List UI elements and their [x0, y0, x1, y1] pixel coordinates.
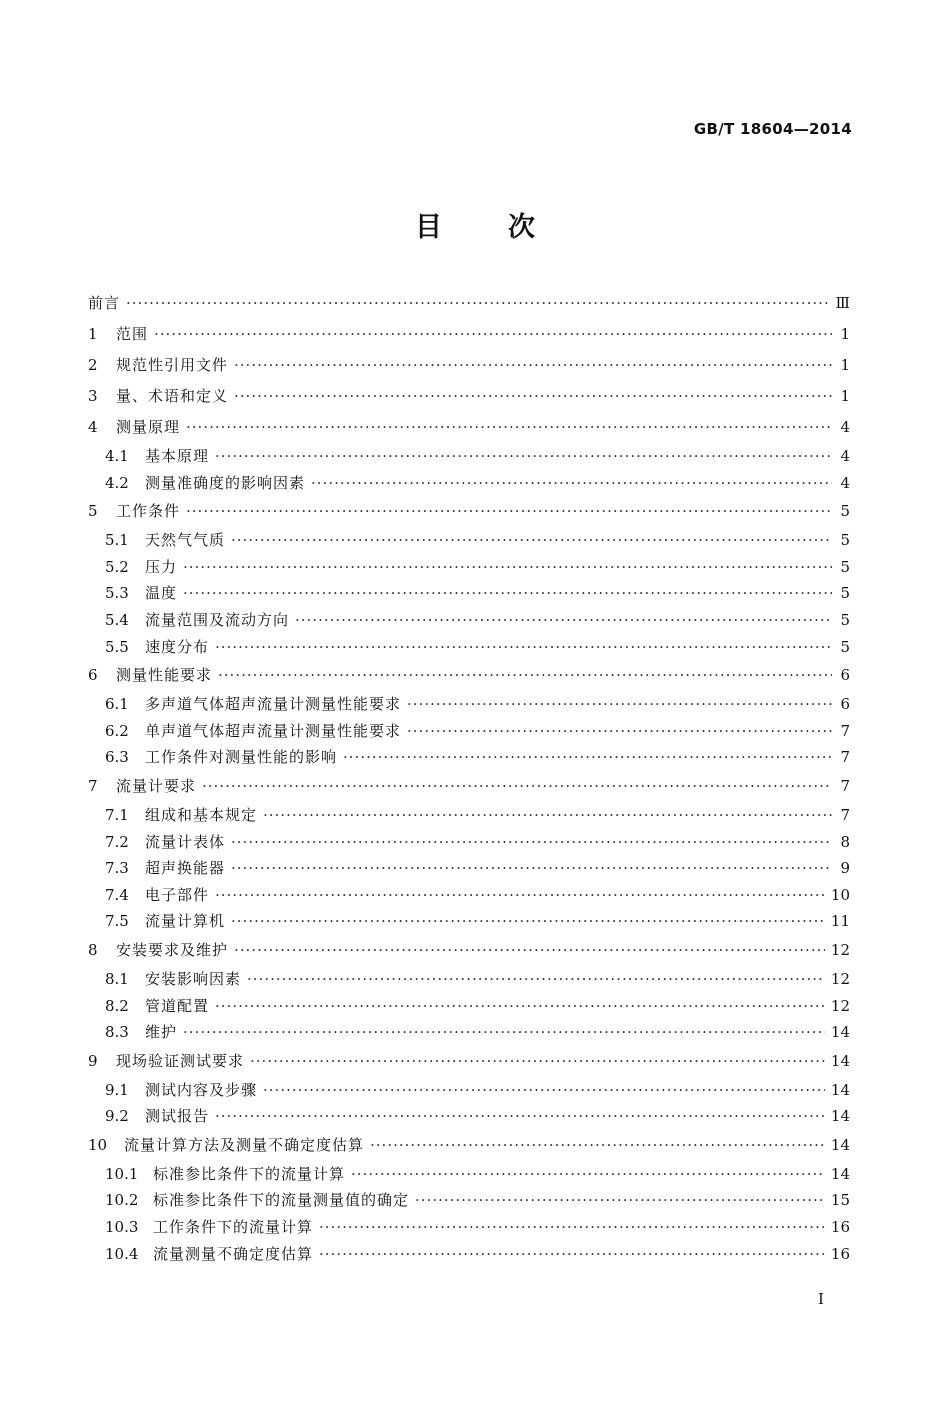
toc-entry-number: 1: [88, 325, 98, 343]
toc-leader-dots: [250, 1046, 825, 1077]
toc-entry-page: 6: [840, 666, 850, 685]
toc-leader-dots: [263, 802, 832, 829]
toc-leader-dots: [319, 1241, 825, 1268]
toc-entry-page: 11: [830, 912, 850, 931]
toc-entry[interactable]: [88, 443, 850, 470]
toc-entry-page: 1: [840, 387, 850, 405]
toc-entry-label: 前言: [88, 294, 121, 312]
toc-entry-page: 7: [840, 805, 850, 824]
standard-code: GB/T 18604—2014: [693, 120, 852, 138]
toc-leader-dots: [407, 718, 832, 745]
toc-entry-label: 温度: [145, 584, 178, 603]
toc-entry-page: 5: [840, 502, 850, 521]
toc-entry-label: 维护: [145, 1023, 178, 1042]
toc-entry[interactable]: [88, 1019, 850, 1046]
toc-entry-label: 安装影响因素: [145, 969, 242, 988]
toc-entry-label: 范围: [116, 325, 149, 343]
toc-leader-dots: [247, 966, 825, 993]
toc-entry-number: 7.1: [105, 805, 129, 824]
toc-entry-page: 14: [830, 1051, 850, 1070]
toc-entry-number: 5.5: [105, 637, 129, 656]
toc-entry-label: 测量性能要求: [116, 666, 213, 685]
toc-entry-number: 9: [88, 1051, 98, 1070]
toc-entry-label: 速度分布: [145, 637, 210, 656]
toc-leader-dots: [234, 350, 832, 381]
toc-entry-label: 工作条件对测量性能的影响: [145, 748, 338, 767]
toc-entry-number: 10.3: [105, 1218, 139, 1237]
toc-leader-dots: [231, 527, 832, 554]
toc-entry-label: 流量计算方法及测量不确定度估算: [124, 1135, 365, 1154]
toc-entry-label: 工作条件: [116, 502, 181, 521]
toc-leader-dots: [231, 908, 825, 935]
toc-entry-number: 7.4: [105, 885, 129, 904]
toc-entry-page: 8: [840, 832, 850, 851]
toc-entry[interactable]: [88, 412, 850, 443]
table-of-contents: [88, 288, 850, 1267]
toc-entry-page: 14: [830, 1023, 850, 1042]
toc-entry-label: 标准参比条件下的流量计算: [153, 1164, 346, 1183]
toc-entry-number: 5.2: [105, 557, 129, 576]
toc-entry-number: 4.1: [105, 447, 129, 465]
toc-entry-number: 10.4: [105, 1244, 139, 1263]
toc-entry-number: 9.2: [105, 1107, 129, 1126]
toc-entry-number: 6: [88, 666, 98, 685]
toc-entry-label: 压力: [145, 557, 178, 576]
toc-leader-dots: [215, 882, 825, 909]
toc-entry[interactable]: [88, 1241, 850, 1268]
toc-entry-label: 流量计表体: [145, 832, 226, 851]
toc-leader-dots: [183, 580, 832, 607]
toc-entry-page: 12: [830, 996, 850, 1015]
toc-entry-page: 5: [840, 531, 850, 550]
toc-entry-page: 5: [840, 584, 850, 603]
toc-leader-dots: [415, 1187, 825, 1214]
toc-entry-page: 10: [830, 885, 850, 904]
toc-entry-label: 多声道气体超声流量计测量性能要求: [145, 695, 402, 714]
title-char-1: 目: [415, 212, 442, 243]
toc-entry[interactable]: [88, 691, 850, 718]
toc-leader-dots: [231, 855, 832, 882]
toc-leader-dots: [183, 1019, 825, 1046]
toc-entry[interactable]: [88, 319, 850, 350]
toc-entry[interactable]: [88, 744, 850, 771]
toc-entry-page: 14: [830, 1164, 850, 1183]
toc-entry-label: 流量测量不确定度估算: [153, 1244, 314, 1263]
toc-entry[interactable]: [88, 1077, 850, 1104]
toc-entry-number: 8.1: [105, 969, 129, 988]
toc-entry-number: 4.2: [105, 473, 129, 492]
toc-entry-number: 9.1: [105, 1080, 129, 1099]
toc-entry-number: 10.2: [105, 1191, 139, 1210]
toc-entry-label: 现场验证测试要求: [116, 1051, 245, 1070]
toc-leader-dots: [234, 381, 832, 412]
toc-leader-dots: [263, 1077, 825, 1104]
toc-entry-number: 5: [88, 502, 98, 521]
toc-entry-page: 6: [840, 695, 850, 714]
toc-entry-label: 测试报告: [145, 1107, 210, 1126]
toc-entry-number: 10: [88, 1135, 108, 1154]
page-folio: Ⅰ: [818, 1290, 824, 1308]
toc-entry[interactable]: [88, 470, 850, 497]
toc-entry[interactable]: [88, 908, 850, 935]
toc-entry-label: 工作条件下的流量计算: [153, 1218, 314, 1237]
toc-entry-label: 标准参比条件下的流量测量值的确定: [153, 1191, 410, 1210]
toc-entry[interactable]: [88, 966, 850, 993]
toc-entry[interactable]: [88, 1103, 850, 1130]
toc-entry-number: 8: [88, 940, 98, 959]
toc-entry-page: 16: [830, 1244, 850, 1263]
toc-entry[interactable]: [88, 554, 850, 581]
toc-entry-page: Ⅲ: [835, 294, 850, 312]
toc-entry-page: 7: [840, 721, 850, 740]
toc-entry-label: 管道配置: [145, 996, 210, 1015]
toc-entry-page: 4: [840, 473, 850, 492]
toc-leader-dots: [215, 1103, 825, 1130]
toc-entry-page: 4: [840, 447, 850, 465]
toc-entry-page: 9: [840, 859, 850, 878]
toc-entry-label: 超声换能器: [145, 859, 226, 878]
toc-entry-page: 14: [830, 1135, 850, 1154]
toc-entry-number: 8.3: [105, 1023, 129, 1042]
toc-entry-label: 测量原理: [116, 418, 181, 436]
toc-entry-number: 6.2: [105, 721, 129, 740]
toc-entry-number: 4: [88, 418, 98, 436]
toc-leader-dots: [183, 554, 832, 581]
toc-entry-label: 流量计要求: [116, 776, 197, 795]
toc-entry-page: 7: [840, 776, 850, 795]
toc-entry[interactable]: [88, 381, 850, 412]
toc-entry-number: 5.4: [105, 610, 129, 629]
toc-leader-dots: [319, 1214, 825, 1241]
toc-entry-label: 电子部件: [145, 885, 210, 904]
toc-entry-page: 1: [840, 356, 850, 374]
toc-leader-dots: [370, 1130, 825, 1161]
toc-leader-dots: [231, 829, 832, 856]
toc-entry-page: 5: [840, 637, 850, 656]
toc-entry[interactable]: [88, 580, 850, 607]
toc-entry-label: 安装要求及维护: [116, 940, 229, 959]
toc-leader-dots: [154, 319, 832, 350]
toc-entry-page: 12: [830, 940, 850, 959]
toc-leader-dots: [215, 443, 832, 470]
title-char-2: 次: [508, 212, 535, 243]
toc-leader-dots: [215, 634, 832, 661]
toc-entry[interactable]: [88, 935, 850, 966]
toc-entry-number: 7: [88, 776, 98, 795]
toc-leader-dots: [202, 771, 832, 802]
toc-entry[interactable]: [88, 660, 850, 691]
toc-entry[interactable]: [88, 829, 850, 856]
toc-entry-number: 7.5: [105, 912, 129, 931]
toc-entry-number: 5.1: [105, 531, 129, 550]
toc-entry-label: 规范性引用文件: [116, 356, 229, 374]
toc-entry[interactable]: [88, 993, 850, 1020]
toc-entry[interactable]: [88, 496, 850, 527]
toc-leader-dots: [126, 288, 830, 319]
toc-entry[interactable]: [88, 350, 850, 381]
toc-leader-dots: [351, 1161, 825, 1188]
toc-entry[interactable]: [88, 771, 850, 802]
toc-entry[interactable]: [88, 1046, 850, 1077]
toc-entry[interactable]: [88, 882, 850, 909]
toc-leader-dots: [215, 993, 825, 1020]
page-title: [0, 205, 950, 244]
toc-entry-label: 基本原理: [145, 447, 210, 465]
toc-entry-label: 单声道气体超声流量计测量性能要求: [145, 721, 402, 740]
toc-entry-number: 7.3: [105, 859, 129, 878]
toc-leader-dots: [218, 660, 832, 691]
toc-entry-number: 10.1: [105, 1164, 139, 1183]
toc-leader-dots: [343, 744, 832, 771]
toc-entry[interactable]: [88, 718, 850, 745]
toc-entry[interactable]: [88, 855, 850, 882]
toc-entry[interactable]: [88, 1130, 850, 1161]
toc-leader-dots: [311, 470, 832, 497]
toc-entry-label: 量、术语和定义: [116, 387, 229, 405]
toc-entry-page: 15: [830, 1191, 850, 1210]
toc-entry-page: 4: [840, 418, 850, 436]
toc-entry-number: 5.3: [105, 584, 129, 603]
toc-entry-label: 天然气气质: [145, 531, 226, 550]
toc-entry[interactable]: [88, 607, 850, 634]
toc-leader-dots: [295, 607, 832, 634]
toc-entry[interactable]: [88, 527, 850, 554]
toc-entry-number: 3: [88, 387, 98, 405]
toc-entry-page: 5: [840, 557, 850, 576]
toc-entry-number: 6.1: [105, 695, 129, 714]
toc-entry-page: 5: [840, 610, 850, 629]
toc-entry[interactable]: [88, 634, 850, 661]
toc-entry[interactable]: [88, 1214, 850, 1241]
toc-entry-page: 12: [830, 969, 850, 988]
toc-entry-number: 2: [88, 356, 98, 374]
toc-entry-page: 7: [840, 748, 850, 767]
toc-entry-label: 测试内容及步骤: [145, 1080, 258, 1099]
toc-entry-number: 7.2: [105, 832, 129, 851]
toc-entry[interactable]: [88, 1161, 850, 1188]
toc-leader-dots: [234, 935, 825, 966]
toc-entry-number: 6.3: [105, 748, 129, 767]
toc-entry[interactable]: [88, 802, 850, 829]
toc-leader-dots: [186, 496, 832, 527]
toc-entry-label: 组成和基本规定: [145, 805, 258, 824]
toc-entry-label: 测量准确度的影响因素: [145, 473, 306, 492]
toc-entry-page: 14: [830, 1107, 850, 1126]
toc-entry-number: 8.2: [105, 996, 129, 1015]
toc-entry-page: 1: [840, 325, 850, 343]
toc-entry[interactable]: [88, 1187, 850, 1214]
toc-leader-dots: [407, 691, 832, 718]
toc-leader-dots: [186, 412, 832, 443]
toc-entry-page: 14: [830, 1080, 850, 1099]
toc-entry[interactable]: [88, 288, 850, 319]
toc-entry-label: 流量计算机: [145, 912, 226, 931]
toc-entry-label: 流量范围及流动方向: [145, 610, 290, 629]
toc-entry-page: 16: [830, 1218, 850, 1237]
